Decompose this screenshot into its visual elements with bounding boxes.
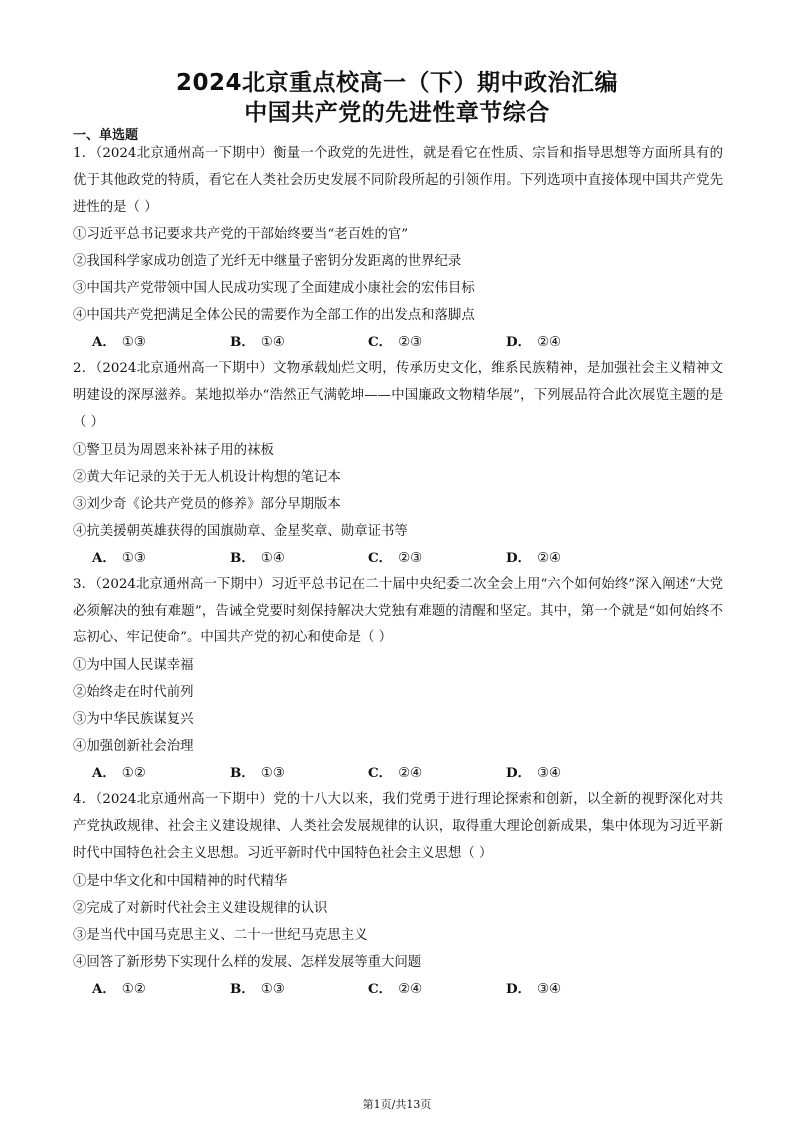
- choice-letter: A．: [92, 549, 116, 566]
- choice-b: [230, 329, 368, 356]
- section-heading: 一、单选题: [73, 128, 139, 143]
- statement-option: ③是当代中国马克思主义、二十一世纪马克思主义: [73, 927, 368, 943]
- statement-option: ③为中华民族谋复兴: [73, 712, 194, 728]
- statement-option: ④加强创新社会治理: [73, 739, 194, 755]
- choice-value: ②④: [398, 981, 423, 997]
- choice-d: [506, 976, 644, 1003]
- document-title: 2024北京重点校高一（下）期中政治汇编: [175, 70, 618, 96]
- choice-c: [368, 545, 506, 572]
- choice-letter: B．: [230, 334, 255, 351]
- question-text: 习近平总书记在二十届中央纪委二次全会上用“六个如何始终”深入阐述“大党必须解决的独有难题”，告诫全党要时刻保持解决大党独有难题的清醒和坚定。其中，第一个就是“如何始终不忘初心、牢记使命”。中国共产党的初心和使命是（ ）: [73, 576, 723, 646]
- statement-option: ③中国共产党带领中国人民成功实现了全面建成小康社会的宏伟目标: [73, 281, 475, 297]
- choice-letter: D．: [506, 765, 532, 782]
- choice-a: [92, 976, 230, 1003]
- question-number: 1．: [73, 146, 96, 161]
- choice-b: [230, 545, 368, 572]
- choice-letter: C．: [368, 980, 393, 997]
- choice-letter: C．: [368, 765, 393, 782]
- question-stem: [73, 572, 723, 652]
- choice-letter: D．: [506, 980, 532, 997]
- statement-option: ①为中国人民谋幸福: [73, 658, 194, 674]
- document-subtitle: 中国共产党的先进性章节综合: [244, 100, 550, 126]
- statement-option: ①习近平总书记要求共产党的干部始终要当“老百姓的官”: [73, 227, 409, 243]
- choice-d: [506, 545, 644, 572]
- choice-letter: C．: [368, 549, 393, 566]
- choice-a: [92, 329, 230, 356]
- question-text: 文物承载灿烂文明，传承历史文化，维系民族精神，是加强社会主义精神文明建设的深厚滋养。某地拟举办“浩然正气满乾坤——中国廉政文物精华展”，下列展品符合此次展览主题的是（ ）: [73, 361, 723, 430]
- choice-d: [506, 329, 644, 356]
- statement-option: ②始终走在时代前列: [73, 685, 194, 701]
- statement-option: ①是中华文化和中国精神的时代精华: [73, 873, 288, 889]
- answer-choices: [73, 760, 723, 787]
- question-stem: [73, 787, 723, 867]
- statement-option: ②黄大年记录的关于无人机设计构想的笔记本: [73, 469, 341, 485]
- question-stem: [73, 141, 723, 221]
- choice-a: [92, 760, 230, 787]
- choice-letter: D．: [506, 334, 532, 351]
- question-text: 衡量一个政党的先进性，就是看它在性质、宗旨和指导思想等方面所具有的优于其他政党的特质，看它在人类社会历史发展不同阶段所起的引领作用。下列选项中直接体现中国共产党先进性的是（ ）: [73, 146, 723, 215]
- choice-value: ②③: [398, 335, 423, 351]
- choice-b: [230, 760, 368, 787]
- question-source: （2024北京通州高一下期中）: [95, 576, 271, 592]
- question-1: [73, 141, 723, 356]
- question-source: （2024北京通州高一下期中）: [95, 146, 274, 161]
- statement-option: ③刘少奇《论共产党员的修养》部分早期版本: [73, 496, 341, 512]
- question-4: [73, 787, 723, 1002]
- statement-option: ②我国科学家成功创造了光纤无中继量子密钥分发距离的世界纪录: [73, 254, 462, 270]
- choice-letter: B．: [230, 980, 255, 997]
- question-source: （2024北京通州高一下期中）: [95, 792, 274, 808]
- choice-value: ①②: [121, 981, 146, 997]
- choice-letter: B．: [230, 549, 255, 566]
- question-number: 2．: [73, 361, 96, 377]
- question-source: （2024北京通州高一下期中）: [95, 361, 274, 377]
- choice-letter: B．: [230, 765, 255, 782]
- question-list: [73, 141, 723, 1003]
- choice-value: ③④: [537, 981, 562, 997]
- page-number-footer: 第1页/共13页: [362, 1098, 432, 1111]
- choice-value: ①③: [121, 335, 146, 351]
- question-text: 党的十八大以来，我们党勇于进行理论探索和创新，以全新的视野深化对共产党执政规律、社会主义建设规律、人类社会发展规律的认识，取得重大理论创新成果，集中体现为习近平新时代中国特色社会主义思想。习近平新时代中国特色社会主义思想（ ）: [73, 792, 723, 861]
- statement-option: ④回答了新形势下实现什么样的发展、怎样发展等重大问题: [73, 954, 422, 970]
- choice-c: [368, 976, 506, 1003]
- choice-value: ②④: [537, 335, 562, 351]
- statement-option: ①警卫员为周恩来补袜子用的袜板: [73, 442, 274, 458]
- choice-value: ②④: [537, 550, 562, 566]
- choice-a: [92, 545, 230, 572]
- question-3: [73, 572, 723, 787]
- choice-c: [368, 329, 506, 356]
- statement-option: ④中国共产党把满足全体公民的需要作为全部工作的出发点和落脚点: [73, 308, 475, 324]
- choice-d: [506, 760, 644, 787]
- choice-value: ①④: [260, 550, 285, 566]
- question-stem: [73, 356, 723, 436]
- answer-choices: [73, 976, 723, 1003]
- question-2: [73, 356, 723, 571]
- choice-value: ①④: [260, 335, 285, 351]
- choice-letter: D．: [506, 549, 532, 566]
- choice-letter: C．: [368, 334, 393, 351]
- choice-letter: A．: [92, 980, 116, 997]
- choice-c: [368, 760, 506, 787]
- choice-value: ①③: [121, 550, 146, 566]
- question-number: 4．: [73, 792, 96, 808]
- answer-choices: [73, 545, 723, 572]
- choice-value: ③④: [537, 766, 562, 782]
- choice-b: [230, 976, 368, 1003]
- question-number: 3．: [73, 576, 96, 592]
- choice-value: ②③: [398, 550, 423, 566]
- answer-choices: [73, 329, 723, 356]
- statement-option: ④抗美援朝英雄获得的国旗勋章、金星奖章、勋章证书等: [73, 523, 408, 539]
- choice-letter: A．: [92, 334, 116, 351]
- statement-option: ②完成了对新时代社会主义建设规律的认识: [73, 900, 328, 916]
- choice-value: ①③: [260, 981, 285, 997]
- choice-value: ①②: [121, 766, 146, 782]
- choice-value: ①③: [260, 766, 285, 782]
- choice-value: ②④: [398, 766, 423, 782]
- choice-letter: A．: [92, 765, 116, 782]
